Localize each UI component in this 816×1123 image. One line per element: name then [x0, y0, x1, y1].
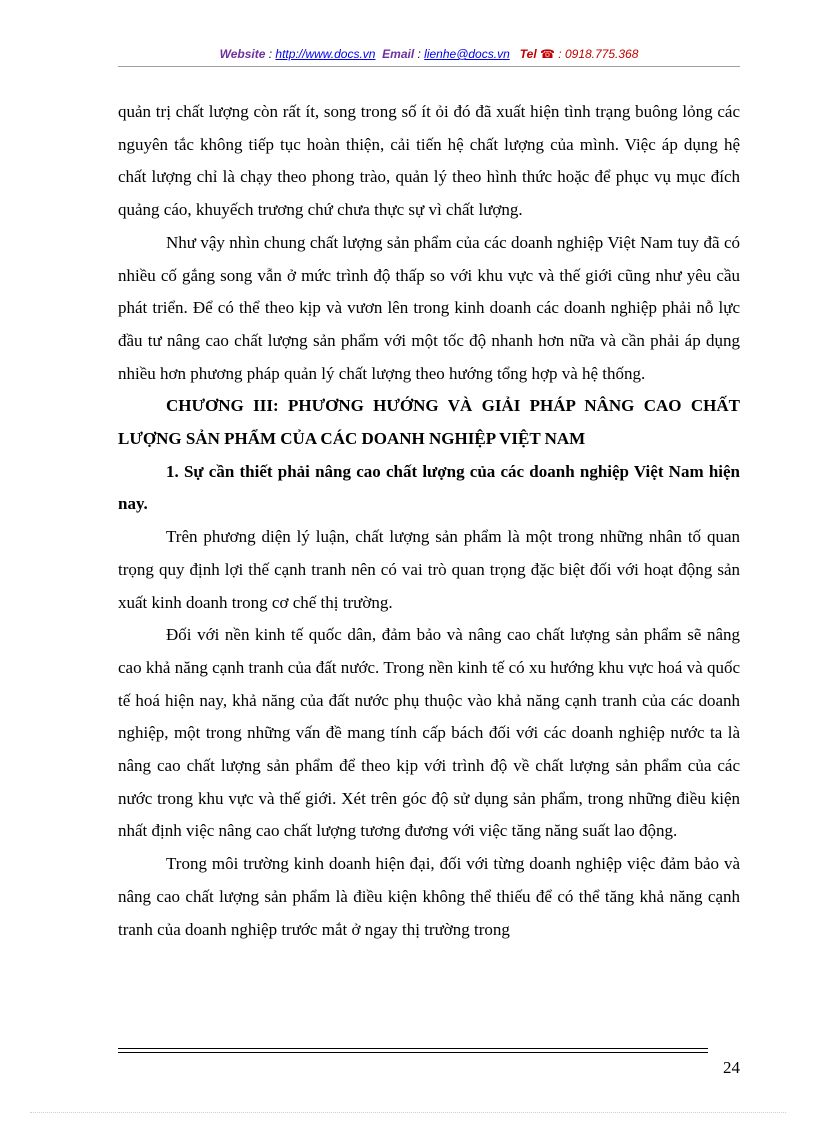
email-separator: :: [414, 47, 425, 61]
paragraph-national-economy: Đối với nền kinh tế quốc dân, đảm bảo và nâng cao chất lượng sản phẩm sẽ nâng cao khả năng cạnh tranh của đất nước. Trong nền kinh tế có xu hướng khu vực hoá và quốc tế hoá hiện nay, khả năng của đất nước phụ thuộc vào khả năng cạnh tranh của các doanh nghiệp, một trong những vấn đề mang tính cấp bách đối với các doanh nghiệp nước ta là nâng cao chất lượng sản phẩm để theo kịp với trình độ về chất lượng sản phẩm của các nước trong khu vực và thế giới. Xét trên góc độ sử dụng sản phẩm, trong những điều kiện nhất định việc nâng cao chất lượng tương đương với việc tăng năng suất lao động.: [118, 625, 740, 841]
page-bottom-border: [30, 1112, 786, 1113]
paragraph-continuation: quản trị chất lượng còn rất ít, song trong số ít ỏi đó đã xuất hiện tình trạng buông lỏng các nguyên tắc không tiếp tục hoàn thiện, cải tiến hệ chất lượng của mình. Việc áp dụng hệ chất lượng chỉ là chạy theo phong trào, quản lý theo hình thức hoặc để phục vụ mục đích quảng cáo, khuyếch trương chứ chưa thực sự vì chất lượng.: [118, 102, 740, 220]
website-separator: :: [265, 47, 276, 61]
footer-divider-top: [118, 1048, 708, 1049]
page-number: 24: [723, 1058, 740, 1077]
email-label: Email: [382, 47, 415, 61]
phone-icon: ☎: [540, 47, 555, 61]
paragraph-summary: Như vậy nhìn chung chất lượng sản phẩm của các doanh nghiệp Việt Nam tuy đã có nhiều cố gắng song vẫn ở mức trình độ thấp so với khu vực và thế giới cũng như yêu cầu phát triển. Để có thể theo kịp và vươn lên trong kinh doanh các doanh nghiệp phải nỗ lực đầu tư nâng cao chất lượng sản phẩm với một tốc độ nhanh hơn nữa và cần phải áp dụng nhiều hơn phương pháp quản lý chất lượng theo hướng tổng hợp và hệ thống.: [118, 232, 740, 383]
paragraph-theory: Trên phương diện lý luận, chất lượng sản phẩm là một trong những nhân tố quan trọng quy định lợi thế cạnh tranh nên có vai trò quan trọng đặc biệt đối với hoạt động sản xuất kinh doanh trong cơ chế thị trường.: [118, 527, 740, 612]
section-heading: 1. Sự cần thiết phải nâng cao chất lượng của các doanh nghiệp Việt Nam hiện nay.: [118, 461, 740, 514]
phone-number: : 0918.775.368: [554, 47, 639, 61]
header-divider: [118, 66, 740, 67]
document-body: [118, 96, 740, 946]
website-link[interactable]: http://www.docs.vn: [275, 47, 376, 61]
website-label: Website: [219, 47, 266, 61]
paragraph-business-environment: Trong môi trường kinh doanh hiện đại, đối với từng doanh nghiệp việc đảm bảo và nâng cao chất lượng sản phẩm là điều kiện không thể thiếu để có thể tăng khả năng cạnh tranh của doanh nghiệp trước mắt ở ngay thị trường trong: [118, 854, 740, 939]
footer-divider-bottom: [118, 1052, 708, 1053]
chapter-heading: CHƯƠNG III: PHƯƠNG HƯỚNG VÀ GIẢI PHÁP NÂNG CAO CHẤT LƯỢNG SẢN PHẨM CỦA CÁC DOANH NGHIỆP VIỆT NAM: [118, 396, 740, 449]
email-link[interactable]: lienhe@docs.vn: [424, 47, 510, 61]
page-header: [118, 47, 740, 61]
tel-label: Tel: [519, 47, 537, 61]
